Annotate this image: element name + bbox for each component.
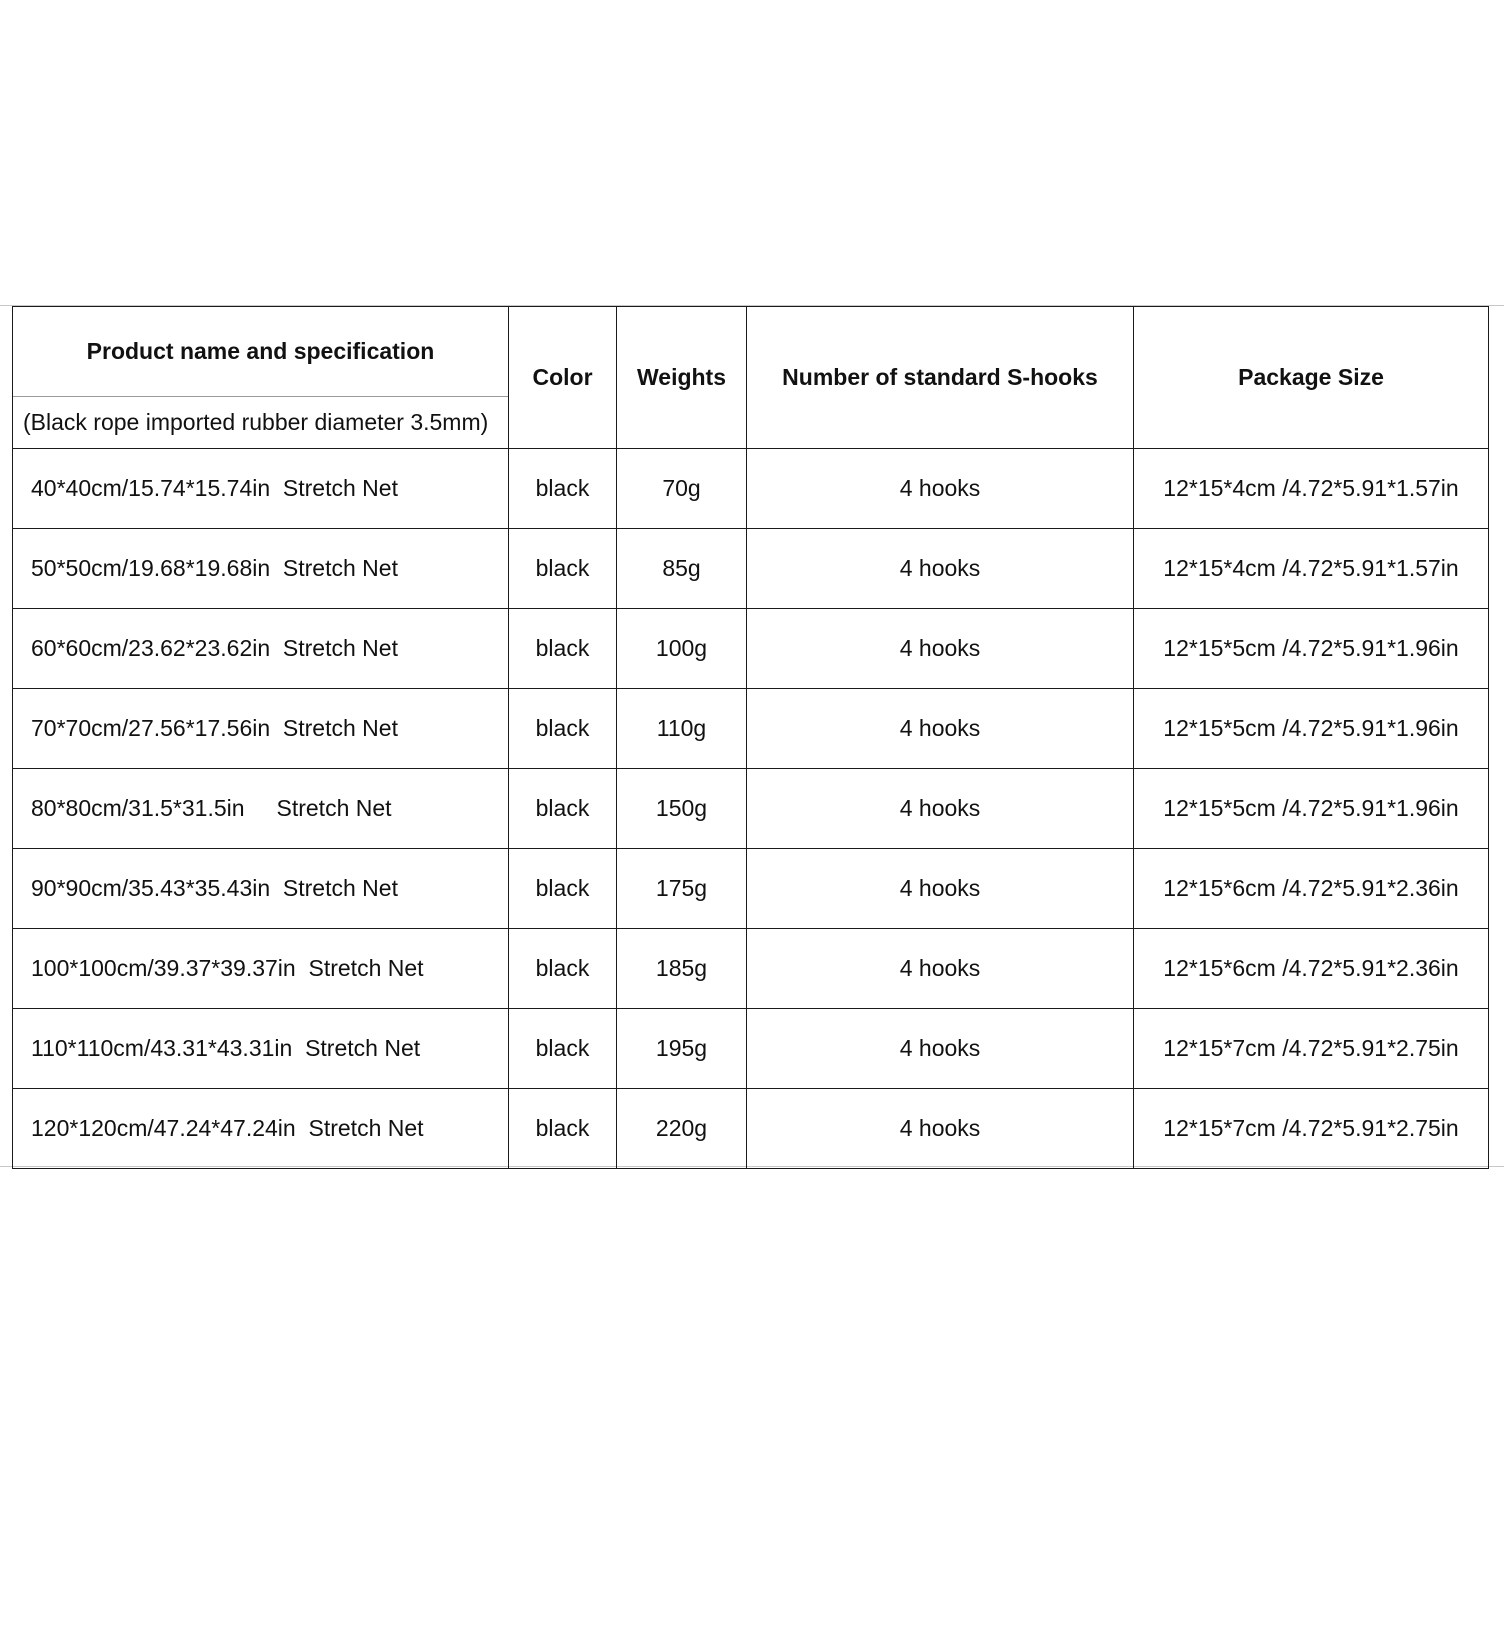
cell-package: 12*15*5cm /4.72*5.91*1.96in [1134, 609, 1489, 689]
header-product-note: (Black rope imported rubber diameter 3.5mm) [23, 408, 489, 435]
cell-weight: 70g [617, 449, 747, 529]
cell-hooks: 4 hooks [747, 529, 1134, 609]
table-row [13, 1009, 1489, 1089]
table-row [13, 529, 1489, 609]
cell-product-name: 50*50cm/19.68*19.68in Stretch Net [13, 529, 509, 609]
table-row [13, 449, 1489, 529]
cell-hooks: 4 hooks [747, 929, 1134, 1009]
header-color: Color [509, 307, 617, 449]
cell-weight: 220g [617, 1089, 747, 1169]
table-row [13, 689, 1489, 769]
cell-weight: 150g [617, 769, 747, 849]
cell-package: 12*15*4cm /4.72*5.91*1.57in [1134, 449, 1489, 529]
header-product [13, 307, 509, 449]
table-row [13, 609, 1489, 689]
header-product-label: Product name and specification [13, 308, 508, 397]
cell-color: black [509, 929, 617, 1009]
cell-color: black [509, 849, 617, 929]
cell-hooks: 4 hooks [747, 449, 1134, 529]
cell-package: 12*15*5cm /4.72*5.91*1.96in [1134, 689, 1489, 769]
cell-weight: 185g [617, 929, 747, 1009]
spec-table [12, 306, 1489, 1169]
table-row [13, 849, 1489, 929]
table-row [13, 1089, 1489, 1169]
cell-package: 12*15*4cm /4.72*5.91*1.57in [1134, 529, 1489, 609]
header-package: Package Size [1134, 307, 1489, 449]
cell-package: 12*15*7cm /4.72*5.91*2.75in [1134, 1009, 1489, 1089]
cell-weight: 175g [617, 849, 747, 929]
cell-product-name: 120*120cm/47.24*47.24in Stretch Net [13, 1089, 509, 1169]
header-hooks: Number of standard S-hooks [747, 307, 1134, 449]
cell-package: 12*15*6cm /4.72*5.91*2.36in [1134, 929, 1489, 1009]
cell-weight: 195g [617, 1009, 747, 1089]
cell-color: black [509, 1009, 617, 1089]
cell-product-name: 90*90cm/35.43*35.43in Stretch Net [13, 849, 509, 929]
table-row [13, 929, 1489, 1009]
table-row [13, 769, 1489, 849]
cell-color: black [509, 529, 617, 609]
cell-color: black [509, 769, 617, 849]
cell-weight: 110g [617, 689, 747, 769]
cell-color: black [509, 1089, 617, 1169]
cell-package: 12*15*7cm /4.72*5.91*2.75in [1134, 1089, 1489, 1169]
cell-color: black [509, 689, 617, 769]
cell-product-name: 110*110cm/43.31*43.31in Stretch Net [13, 1009, 509, 1089]
header-row [13, 307, 1489, 449]
cell-hooks: 4 hooks [747, 1089, 1134, 1169]
cell-hooks: 4 hooks [747, 609, 1134, 689]
cell-weight: 100g [617, 609, 747, 689]
cell-product-name: 100*100cm/39.37*39.37in Stretch Net [13, 929, 509, 1009]
header-weights: Weights [617, 307, 747, 449]
cell-package: 12*15*6cm /4.72*5.91*2.36in [1134, 849, 1489, 929]
cell-product-name: 80*80cm/31.5*31.5in Stretch Net [13, 769, 509, 849]
cell-product-name: 40*40cm/15.74*15.74in Stretch Net [13, 449, 509, 529]
cell-package: 12*15*5cm /4.72*5.91*1.96in [1134, 769, 1489, 849]
cell-product-name: 60*60cm/23.62*23.62in Stretch Net [13, 609, 509, 689]
cell-hooks: 4 hooks [747, 769, 1134, 849]
cell-color: black [509, 449, 617, 529]
cell-weight: 85g [617, 529, 747, 609]
cell-hooks: 4 hooks [747, 849, 1134, 929]
cell-color: black [509, 609, 617, 689]
cell-hooks: 4 hooks [747, 1009, 1134, 1089]
cell-product-name: 70*70cm/27.56*17.56in Stretch Net [13, 689, 509, 769]
cell-hooks: 4 hooks [747, 689, 1134, 769]
